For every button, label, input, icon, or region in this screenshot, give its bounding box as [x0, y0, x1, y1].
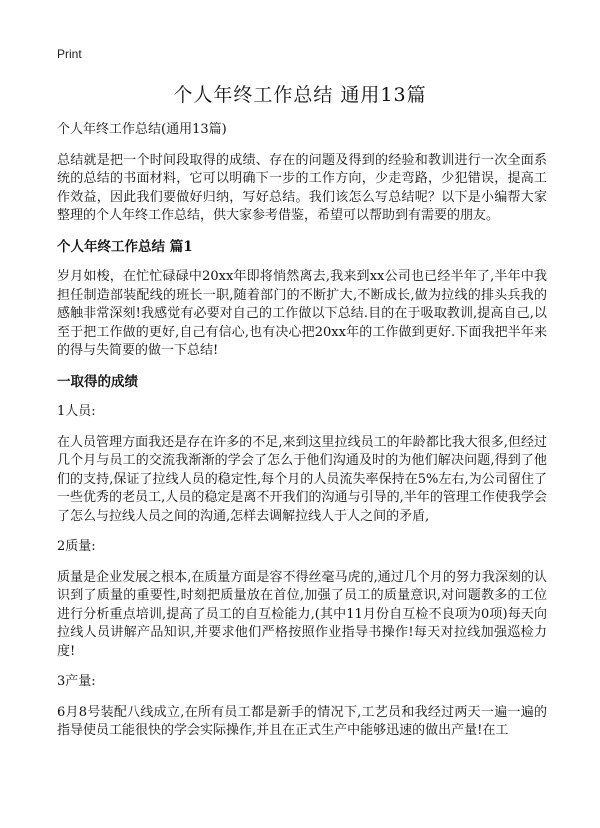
personnel-paragraph: 在人员管理方面我还是存在许多的不足,来到这里拉线员工的年龄都比我大很多,但经过几个月与员工的交流我渐渐的学会了怎么于他们沟通及时的为他们解决问题,得到了他们的支持,保证了拉线人员的稳定性,每个月的人员流失率保持在5%左右,为公司留住了一些优秀的老员工,人员的稳定是离不开我们的沟通与引导的,半年的管理工作使我学会了怎么与拉线人员之间的沟通,怎样去调解拉线人于人之间的矛盾, [57, 434, 547, 524]
quality-paragraph: 质量是企业发展之根本,在质量方面是容不得丝毫马虎的,通过几个月的努力我深刻的认识到了质量的重要性,时刻把质量放在首位,加强了员工的质量意识,对问题教多的工位进行分析重点培训,提高了员工的自互检能力,(其中11月份自互检不良项为0项)每天向拉线人员讲解产品知识,并要求他们严格按照作业指导书操作!每天对拉线加强巡检力度! [57, 569, 547, 659]
item-label-personnel: 1人员: [57, 404, 96, 419]
intro-paragraph: 总结就是把一个时间段取得的成绩、存在的问题及得到的经验和教训进行一次全面系统的总结的书面材料，它可以明确下一步的工作方向，少走弯路，少犯错误，提高工作效益，因此我们要做好归纳，写好总结。我们该怎么写总结呢？以下是小编帮大家整理的个人年终工作总结，供大家参考借鉴，希望可以帮助到有需要的朋友。 [57, 152, 547, 223]
output-paragraph: 6月8号装配八线成立,在所有员工都是新手的情况下,工艺员和我经过两天一遍一遍的指导使员工能很快的学会实际操作,并且在正式生产中能够迅速的做出产量!在工 [57, 704, 547, 738]
item-label-quality: 2质量: [57, 539, 96, 554]
section-heading: 个人年终工作总结 篇1 [57, 238, 193, 255]
document-body [57, 121, 547, 753]
achievements-heading: 一取得的成绩 [57, 373, 138, 390]
section-paragraph: 岁月如梭，在忙忙碌碌中20xx年即将悄然离去,我来到xx公司也已经半年了,半年中我担任制造部装配线的班长一职,随着部门的不断扩大,不断成长,做为拉线的排头兵我的感触非常深刻!我感觉有必要对自己的工作做以下总结.目的在于吸取教训,提高自己,以至于把工作做的更好,自己有信心,也有决心把20xx年的工作做到更好.下面我把半年来的得与失简要的做一下总结! [57, 269, 547, 358]
print-link[interactable]: Print [57, 47, 82, 61]
document-subtitle: 个人年终工作总结(通用13篇) [57, 122, 227, 137]
page-title: 个人年终工作总结 通用13篇 [173, 84, 427, 106]
item-label-output: 3产量: [57, 674, 96, 689]
